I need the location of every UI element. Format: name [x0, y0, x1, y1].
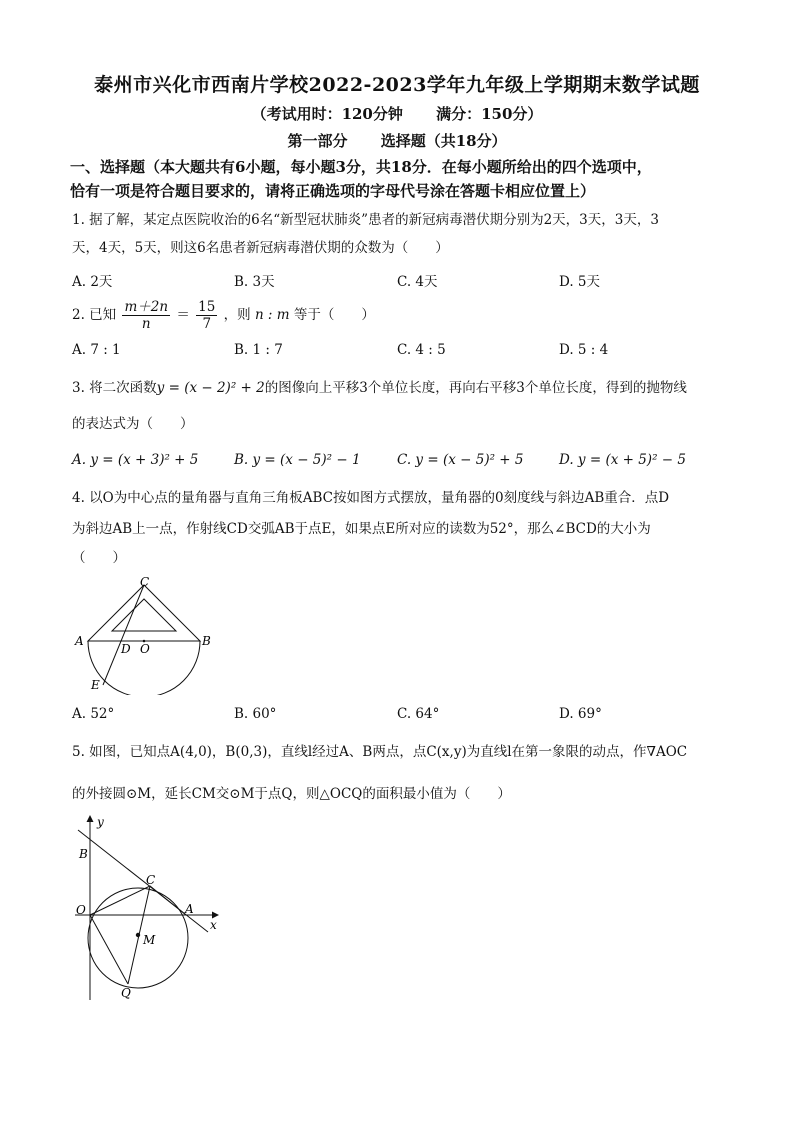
segment-oq: [90, 915, 128, 984]
q3-option-c[interactable]: C. y = (x − 5)² + 5: [397, 452, 524, 468]
q4-figure: [70, 575, 220, 695]
label-a: A: [185, 902, 194, 916]
q2-fraction-right: [196, 299, 217, 332]
label-e: E: [91, 678, 100, 692]
q2-options: [72, 342, 732, 364]
label-a: A: [75, 634, 84, 648]
q2-fraction-left: [122, 299, 170, 332]
q2-frac1-den: n: [141, 316, 151, 332]
q4-options: [72, 706, 732, 728]
q3-func: y = (x − 2)² + 2: [156, 380, 265, 396]
q4-option-c[interactable]: C. 64°: [397, 706, 440, 722]
label-c: C: [140, 575, 150, 589]
label-x: x: [210, 918, 217, 932]
page-title: 泰州市兴化市西南片学校2022-2023学年九年级上学期期末数学试题: [94, 74, 700, 96]
exam-info: [0, 103, 794, 124]
q3-options: [72, 452, 732, 474]
q2-option-c[interactable]: C. 4 : 5: [397, 342, 446, 358]
exam-time: （考试用时：120分钟: [251, 105, 403, 123]
section-heading-line2: 恰有一项是符合题目要求的，请将正确选项的字母代号涂在答题卡相应位置上）: [70, 182, 596, 200]
part-desc: 选择题（共18分）: [380, 132, 507, 150]
q2-frac2-den: 7: [202, 316, 212, 332]
label-c: C: [146, 873, 156, 887]
q3-prefix: 3. 将二次函数: [72, 380, 157, 396]
ray-ce: [103, 585, 144, 685]
label-o: O: [140, 642, 150, 656]
part-label: 第一部分: [287, 132, 348, 150]
q1-option-d[interactable]: D. 5天: [559, 274, 601, 290]
point-m: [136, 933, 140, 937]
q3-text-line1: [72, 378, 732, 398]
q5-text-line1: 5. 如图，已知点A(4,0)，B(0,3)，直线l经过A、B两点，点C(x,y)为直线l在第一象限的动点，作∇AOC: [72, 744, 688, 760]
q3-suffix: 的图像向上平移3个单位长度，再向右平移3个单位长度，得到的抛物线: [264, 380, 687, 396]
q4-text-line2: 为斜边AB上一点，作射线CD交弧AB于点E，如果点E所对应的读数为52°，那么∠BCD的大小为: [72, 521, 651, 537]
part-heading: [0, 130, 794, 151]
q3-option-a[interactable]: A. y = (x + 3)² + 5: [72, 452, 199, 468]
q2-prefix: 2. 已知: [72, 307, 117, 323]
label-m: M: [143, 933, 156, 947]
q2-suffix: 等于（ ）: [293, 307, 375, 323]
q1-option-a[interactable]: A. 2天: [72, 274, 113, 290]
q2-frac1-num: m＋2n: [124, 299, 169, 315]
q4-text-line3: （ ）: [72, 550, 126, 566]
q1-text-line2: 天，4天，5天，则这6名患者新冠病毒潜伏期的众数为（ ）: [72, 240, 449, 256]
q4-option-a[interactable]: A. 52°: [72, 706, 115, 722]
q3-option-d[interactable]: D. y = (x + 5)² − 5: [559, 452, 686, 468]
q1-options: [72, 270, 732, 292]
label-d: D: [121, 642, 131, 656]
q2-eq: ＝: [176, 307, 190, 323]
q1-text-line1: 1. 据了解，某定点医院收治的6名“新型冠状肺炎”患者的新冠病毒潜伏期分别为2天，3天，3天，3: [72, 212, 659, 228]
q1-option-c[interactable]: C. 4天: [397, 274, 438, 290]
triangle-abc-inner: [112, 599, 176, 631]
q1-option-b[interactable]: B. 3天: [234, 274, 275, 290]
q4-option-d[interactable]: D. 69°: [559, 706, 602, 722]
section-heading-line1: 一、选择题（本大题共有6小题，每小题3分，共18分．在每小题所给出的四个选项中，: [70, 158, 652, 176]
q4-text-line1: 4. 以O为中心点的量角器与直角三角板ABC按如图方式摆放，量角器的0刻度线与斜边AB重合．点D: [72, 490, 670, 506]
label-q: Q: [121, 986, 131, 1000]
q5-figure: [70, 810, 230, 1010]
triangle-abc-outer: [88, 585, 200, 641]
q2-option-a[interactable]: A. 7 : 1: [72, 342, 121, 358]
label-o: O: [76, 903, 86, 917]
label-y: y: [97, 815, 104, 829]
q2-option-d[interactable]: D. 5 : 4: [559, 342, 609, 358]
q2-mid: ，则: [223, 307, 251, 323]
q2-frac2-num: 15: [198, 299, 216, 315]
q4-option-b[interactable]: B. 60°: [234, 706, 277, 722]
q3-option-b[interactable]: B. y = (x − 5)² − 1: [234, 452, 361, 468]
q3-text-line2: 的表达式为（ ）: [72, 416, 194, 432]
label-b: B: [202, 634, 211, 648]
q2-text: [72, 296, 732, 334]
q5-text-line2: 的外接圆⊙M，延长CM交⊙M于点Q，则△OCQ的面积最小值为（ ）: [72, 786, 511, 802]
q2-ratio: n : m: [254, 307, 290, 323]
exam-score: 满分：150分）: [436, 105, 543, 123]
label-b: B: [79, 847, 88, 861]
q2-option-b[interactable]: B. 1 : 7: [234, 342, 283, 358]
